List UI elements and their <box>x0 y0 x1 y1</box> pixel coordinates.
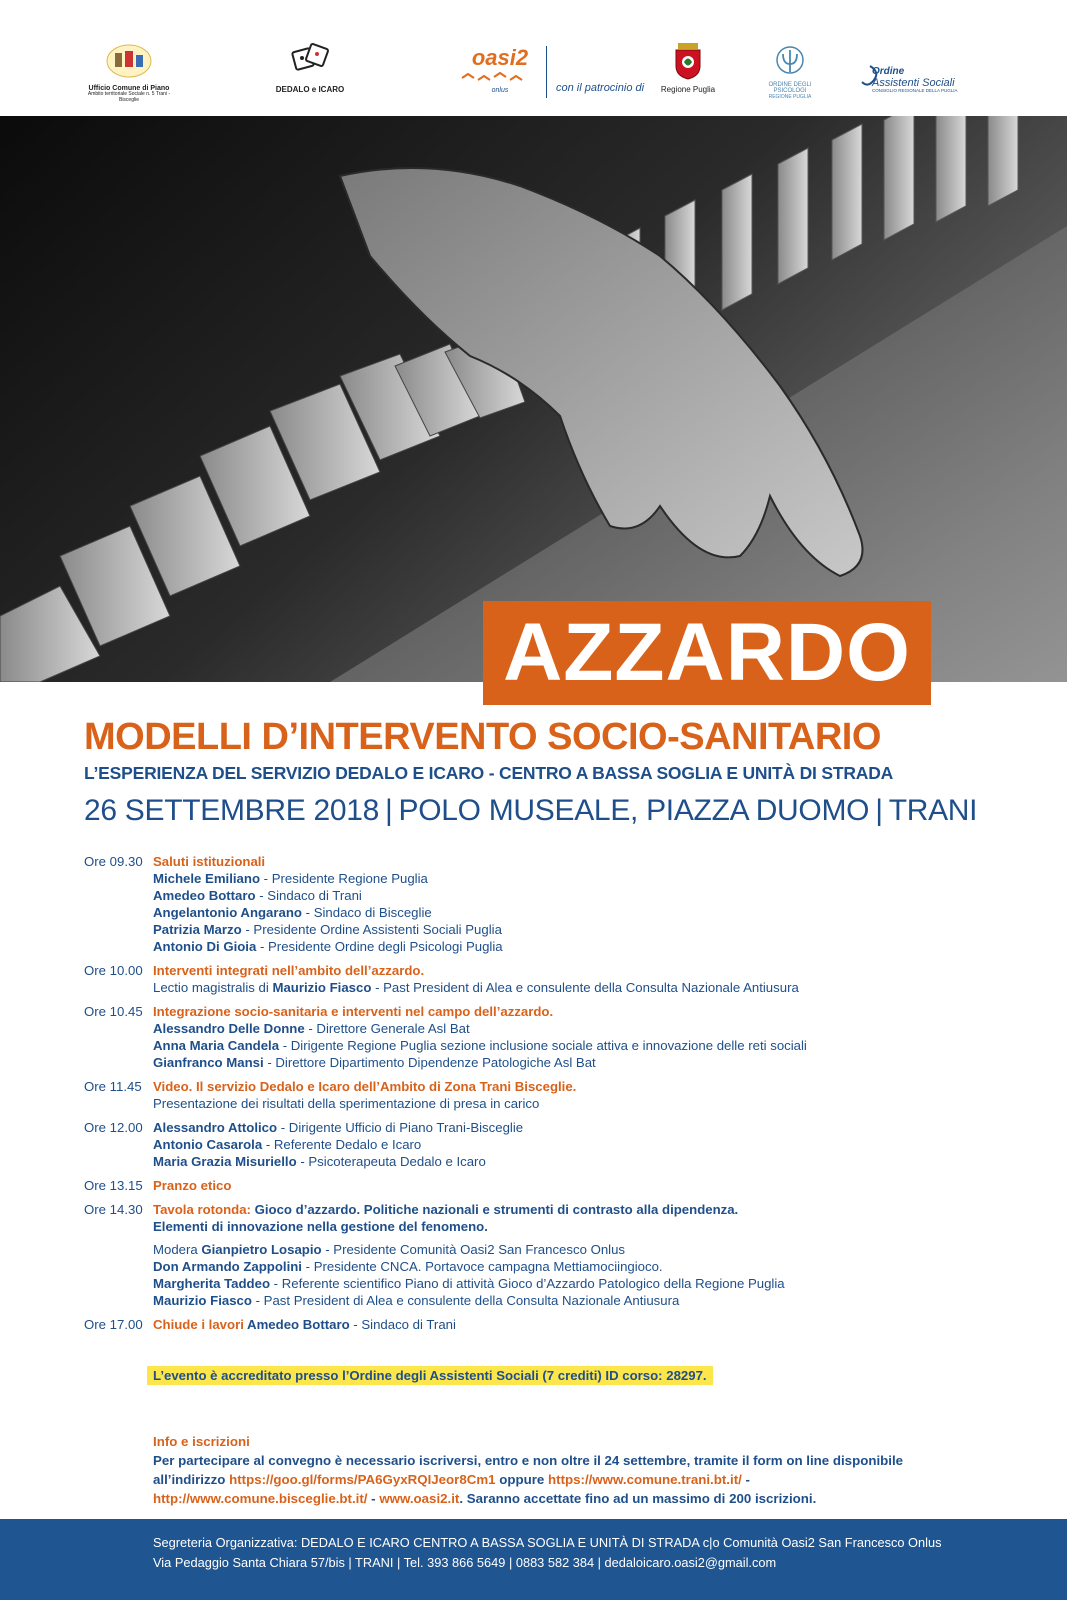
speaker-role: - Referente Dedalo e Icaro <box>262 1137 422 1152</box>
speaker-role: - Sindaco di Trani <box>255 888 362 903</box>
program-item <box>84 1201 1014 1309</box>
logo-bar <box>0 0 1067 115</box>
speaker-name: Gianpietro Losapio <box>201 1242 322 1257</box>
footer <box>0 1519 1067 1600</box>
speaker-name: Maurizio Fiasco <box>153 1293 252 1308</box>
oasi2-link[interactable]: www.oasi2.it <box>379 1491 460 1506</box>
speaker-role: - Psicoterapeuta Dedalo e Icaro <box>296 1154 486 1169</box>
separator: | <box>385 794 393 827</box>
speaker-role: - Past President di Alea e consulente della Consulta Nazionale Antiusura <box>371 980 799 995</box>
dice-icon <box>290 40 330 80</box>
speaker-role: - Past President di Alea e consulente della Consulta Nazionale Antiusura <box>251 1293 680 1308</box>
speaker-role: - Presidente Comunità Oasi2 San Francesco Onlus <box>321 1242 626 1257</box>
speaker-name: Gianfranco Mansi <box>153 1055 264 1070</box>
psicologi-logo <box>752 44 828 100</box>
speaker-role: - Direttore Generale Asl Bat <box>304 1021 470 1036</box>
program-time: Ore 12.00 <box>84 1120 143 1135</box>
logo-divider <box>546 46 547 98</box>
info-connector: - <box>367 1491 380 1506</box>
assistenti-logo-line1: Ordine <box>872 66 905 77</box>
regione-shield-icon <box>673 42 703 80</box>
program-item <box>84 1177 1014 1194</box>
program-title: Integrazione socio-sanitaria e interventi nel campo dell’azzardo. <box>153 1004 554 1019</box>
program-title: Chiude i lavori <box>153 1317 244 1332</box>
comune-logo-subtitle: Ambito territoriale Sociale n. 5 Trani - Bisceglie <box>87 91 171 103</box>
info-line: Per partecipare al convegno è necessario iscriversi, entro e non oltre il 24 settembre, tramite il form on line disponibile <box>153 1453 904 1468</box>
event-date: 26 SETTEMBRE 2018 <box>84 794 380 827</box>
page-title: MODELLI D’INTERVENTO SOCIO-SANITARIO <box>84 716 881 758</box>
psicologi-logo-subtitle: REGIONE PUGLIA <box>768 93 812 100</box>
oasi2-logo-text: oasi2 <box>471 45 529 70</box>
speaker-role: - Referente scientifico Piano di attività Gioco d’Azzardo Patologico della Regione Puglia <box>270 1276 785 1291</box>
program-item <box>84 853 1014 955</box>
program-time: Ore 10.45 <box>84 1004 143 1019</box>
speaker-role: - Sindaco di Trani <box>349 1317 456 1332</box>
speaker-name: Anna Maria Candela <box>153 1038 280 1053</box>
speaker-name: Michele Emiliano <box>153 871 260 886</box>
speaker-name: Margherita Taddeo <box>153 1276 270 1291</box>
info-line: all’indirizzo <box>153 1472 230 1487</box>
info-section <box>153 1432 1033 1508</box>
info-connector: oppure <box>495 1472 549 1487</box>
program-item <box>84 1316 1014 1333</box>
assistenti-sociali-logo <box>862 66 966 94</box>
dedalo-logo-text: DEDALO e ICARO <box>275 84 345 94</box>
comune-logo-title: Ufficio Comune di Piano <box>88 84 170 92</box>
program-title: Saluti istituzionali <box>153 854 266 869</box>
speaker-name: Alessandro Delle Donne <box>153 1021 305 1036</box>
oasi2-logo-subtitle: onlus <box>491 86 509 94</box>
program-schedule <box>84 853 1014 1340</box>
regione-puglia-logo <box>656 42 720 94</box>
event-city: TRANI <box>888 794 978 827</box>
speaker-role: - Dirigente Regione Puglia sezione inclusione sociale attiva e innovazione delle reti sociali <box>279 1038 807 1053</box>
speaker-name: Antonio Casarola <box>153 1137 263 1152</box>
comune-trani-link[interactable]: https://www.comune.trani.bt.it/ <box>548 1472 742 1487</box>
assistenti-logo-subtitle: CONSIGLIO REGIONALE DELLA PUGLIA <box>872 88 958 94</box>
lectio-label: Lectio magistralis di <box>153 980 273 995</box>
page-subtitle: L’ESPERIENZA DEL SERVIZIO DEDALO E ICARO - CENTRO A BASSA SOGLIA E UNITÀ DI STRADA <box>84 763 894 783</box>
comune-bisceglie-link[interactable]: http://www.comune.bisceglie.bt.it/ <box>153 1491 368 1506</box>
moderator-label: Modera <box>153 1242 202 1257</box>
assistenti-swirl-icon <box>858 64 882 90</box>
speaker-role: - Presidente Ordine degli Psicologi Puglia <box>256 939 503 954</box>
speaker-role: - Presidente CNCA. Portavoce campagna Mettiamociingioco. <box>301 1259 663 1274</box>
footer-line: Segreteria Organizzativa: DEDALO E ICARO CENTRO A BASSA SOGLIA E UNITÀ DI STRADA c|o Comunità Oasi2 San Francesco Onlus <box>153 1535 942 1550</box>
program-item <box>84 1119 1014 1170</box>
form-link[interactable]: https://goo.gl/forms/PA6GyxRQIJeor8Cm1 <box>229 1472 496 1487</box>
speaker-role: - Presidente Regione Puglia <box>260 871 428 886</box>
hero-photo <box>0 116 1067 682</box>
speaker-name: Maria Grazia Misuriello <box>153 1154 297 1169</box>
info-line: . Saranno accettate fino ad un massimo di 200 iscrizioni. <box>459 1491 817 1506</box>
psi-icon <box>775 44 805 76</box>
program-time: Ore 17.00 <box>84 1317 143 1332</box>
speaker-name: Maurizio Fiasco <box>272 980 372 995</box>
program-time: Ore 09.30 <box>84 854 143 869</box>
footer-contacts: Via Pedaggio Santa Chiara 57/bis | TRANI | Tel. 393 866 5649 | 0883 582 384 | dedaloicaro.oasi2@gmail.com <box>153 1555 777 1570</box>
assistenti-logo-line2: Assistenti Sociali <box>872 77 955 89</box>
dedalo-logo <box>272 40 348 94</box>
program-title: Video. Il servizio Dedalo e Icaro dell’Ambito di Zona Trani Bisceglie. <box>153 1079 577 1094</box>
program-time: Ore 11.45 <box>84 1079 142 1094</box>
speaker-role: - Direttore Dipartimento Dipendenze Patologiche Asl Bat <box>263 1055 596 1070</box>
speaker-name: Don Armando Zappolini <box>153 1259 302 1274</box>
program-time: Ore 13.15 <box>84 1178 143 1193</box>
roundtable-topic: Gioco d’azzardo. Politiche nazionali e strumenti di contrasto alla dipendenza. <box>250 1202 739 1217</box>
program-item <box>84 1078 1014 1112</box>
program-item <box>84 962 1014 996</box>
speaker-name: Amedeo Bottaro <box>153 888 256 903</box>
roundtable-topic: Elementi di innovazione nella gestione del fenomeno. <box>153 1219 488 1234</box>
speaker-name: Alessandro Attolico <box>153 1120 278 1135</box>
speaker-role: - Dirigente Ufficio di Piano Trani-Bisceglie <box>277 1120 524 1135</box>
program-title: Tavola rotonda: <box>153 1202 251 1217</box>
program-time: Ore 10.00 <box>84 963 143 978</box>
program-item <box>84 1003 1014 1071</box>
regione-logo-text: Regione Puglia <box>660 84 716 94</box>
comune-logo <box>78 43 180 103</box>
domino-hand-illustration <box>0 116 1067 682</box>
oasi2-logo <box>452 46 548 95</box>
event-venue: POLO MUSEALE, PIAZZA DUOMO <box>398 794 870 827</box>
program-description: Presentazione dei risultati della sperimentazione di presa in carico <box>153 1096 540 1111</box>
speaker-name: Amedeo Bottaro <box>243 1317 350 1332</box>
comune-emblem-icon <box>106 43 152 79</box>
speaker-role: - Sindaco di Bisceglie <box>301 905 432 920</box>
separator: | <box>875 794 883 827</box>
info-connector: - <box>741 1472 750 1487</box>
event-banner-azzardo: AZZARDO <box>483 601 931 705</box>
speaker-role: - Presidente Ordine Assistenti Sociali Puglia <box>241 922 502 937</box>
info-title: Info e iscrizioni <box>153 1434 250 1449</box>
oasi2-birds-icon <box>460 70 540 84</box>
event-dateline <box>84 794 977 828</box>
program-title: Pranzo etico <box>153 1178 232 1193</box>
speaker-name: Angelantonio Angarano <box>153 905 302 920</box>
psicologi-logo-text: ORDINE DEGLI PSICOLOGI <box>768 81 812 95</box>
speaker-name: Antonio Di Gioia <box>153 939 257 954</box>
accreditation-notice: L’evento è accreditato presso l’Ordine degli Assistenti Sociali (7 crediti) ID corso: 28297. <box>147 1366 713 1385</box>
patrocinio-label: con il patrocinio di <box>556 82 645 94</box>
program-time: Ore 14.30 <box>84 1202 143 1217</box>
speaker-name: Patrizia Marzo <box>153 922 242 937</box>
program-title: Interventi integrati nell’ambito dell’azzardo. <box>153 963 425 978</box>
